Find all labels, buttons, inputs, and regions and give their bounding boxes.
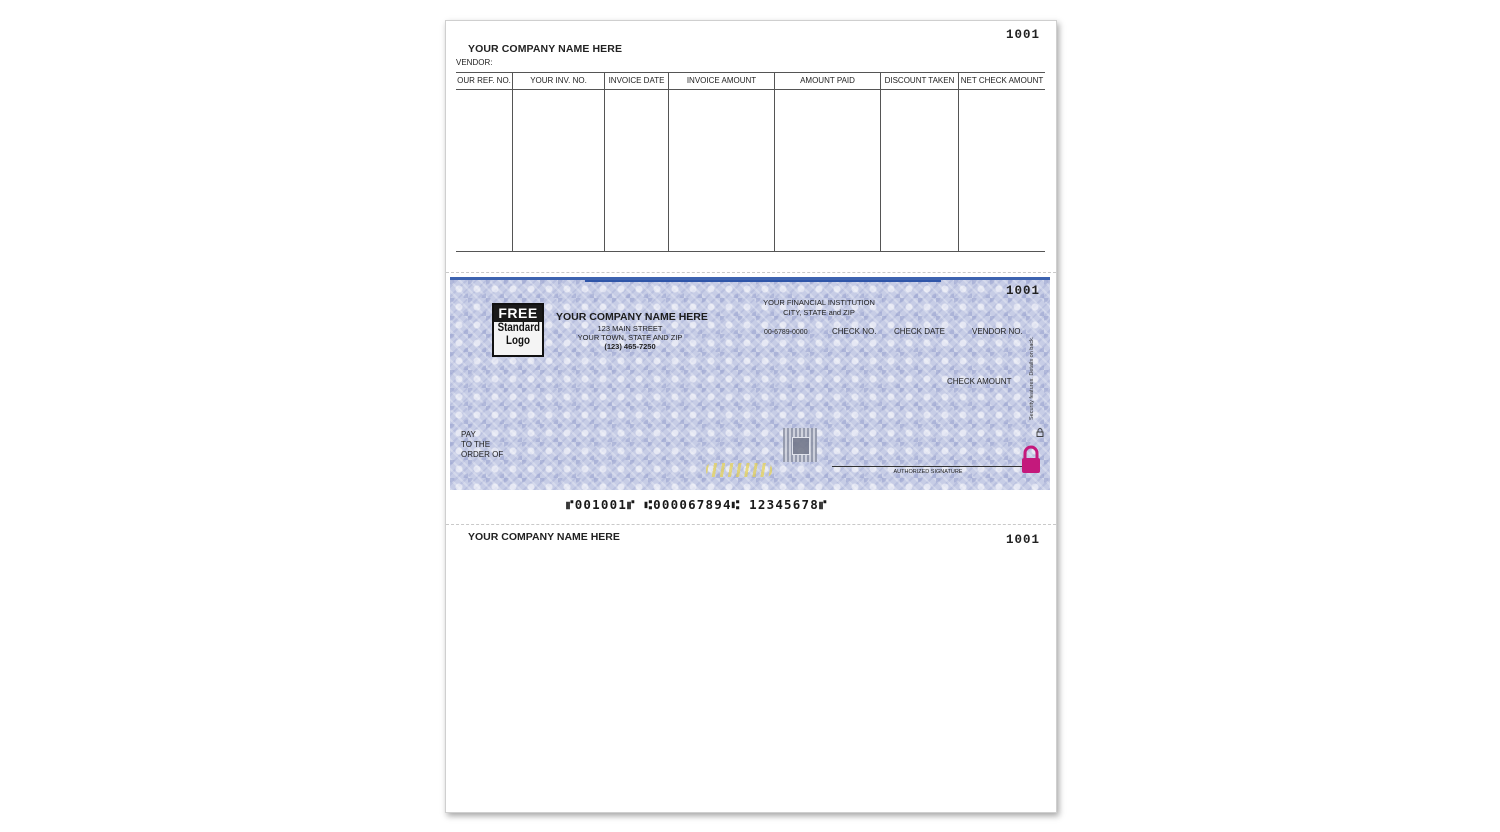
check-number: 1001 [1006, 284, 1041, 298]
logo-logo-text: Logo [506, 334, 530, 347]
signature-line [832, 466, 1024, 467]
table-column-divider [774, 72, 775, 252]
micr-line: ⑈001001⑈ ⑆000067894⑆ 12345678⑈ [566, 497, 828, 512]
vendor-no-label: VENDOR NO. [972, 327, 1023, 336]
check-body [450, 277, 1050, 490]
perforation-line-bottom [446, 524, 1056, 525]
table-column-divider [604, 72, 605, 252]
company-street: 123 MAIN STREET [597, 324, 663, 333]
pay-label: PAY [461, 430, 476, 439]
col-header-net-check-amount: NET CHECK AMOUNT [960, 76, 1044, 85]
logo-standard-text: Standard [497, 322, 540, 334]
col-header-discount-taken: DISCOUNT TAKEN [884, 76, 955, 85]
remittance-table [456, 72, 1045, 252]
top-stub-company-name: YOUR COMPANY NAME HERE [468, 43, 623, 55]
table-bottom-rule [456, 251, 1045, 252]
table-column-divider [668, 72, 669, 252]
to-the-label: TO THE [461, 440, 491, 449]
bottom-stub-check-number: 1001 [1006, 533, 1041, 547]
check-date-label: CHECK DATE [894, 327, 945, 336]
padlock-small-icon [1036, 428, 1044, 437]
col-header-our-ref: OUR REF. NO. [457, 76, 511, 85]
company-logo [492, 303, 544, 357]
security-lock-icon [1020, 445, 1042, 475]
table-top-rule [456, 72, 1045, 73]
hologram-foil-icon [783, 428, 817, 462]
bank-name: YOUR FINANCIAL INSTITUTION [763, 298, 875, 307]
col-header-invoice-amount: INVOICE AMOUNT [686, 76, 757, 85]
table-column-divider [512, 72, 513, 252]
table-header-rule [456, 89, 1045, 90]
security-features-note: Security features. Details on back. [1029, 336, 1035, 420]
routing-fraction: 00-6789-0000 [764, 329, 808, 336]
bank-city-state-zip: CITY, STATE and ZIP [783, 308, 855, 317]
company-phone: (123) 465-7250 [604, 342, 656, 351]
logo-free-text: FREE [494, 305, 542, 322]
security-microprint-strip [585, 279, 941, 282]
check-amount-label: CHECK AMOUNT [947, 377, 1012, 386]
col-header-your-inv: YOUR INV. NO. [530, 76, 587, 85]
check-no-label: CHECK NO. [832, 327, 877, 336]
order-of-label: ORDER OF [461, 450, 504, 459]
top-stub-check-number: 1001 [1006, 28, 1041, 42]
check-sheet [445, 20, 1057, 813]
company-city-state-zip: YOUR TOWN, STATE AND ZIP [577, 333, 683, 342]
gold-seal-icon [706, 463, 772, 477]
col-header-invoice-date: INVOICE DATE [608, 76, 665, 85]
perforation-line-top [446, 272, 1056, 273]
signature-label: AUTHORIZED SIGNATURE [893, 469, 963, 475]
vendor-label: VENDOR: [456, 58, 493, 67]
bottom-stub-company-name: YOUR COMPANY NAME HERE [468, 531, 620, 543]
table-column-divider [880, 72, 881, 252]
check-company-name: YOUR COMPANY NAME HERE [556, 311, 708, 323]
pay-to-the-order-of [461, 430, 503, 460]
table-column-divider [958, 72, 959, 252]
col-header-amount-paid: AMOUNT PAID [800, 76, 855, 85]
